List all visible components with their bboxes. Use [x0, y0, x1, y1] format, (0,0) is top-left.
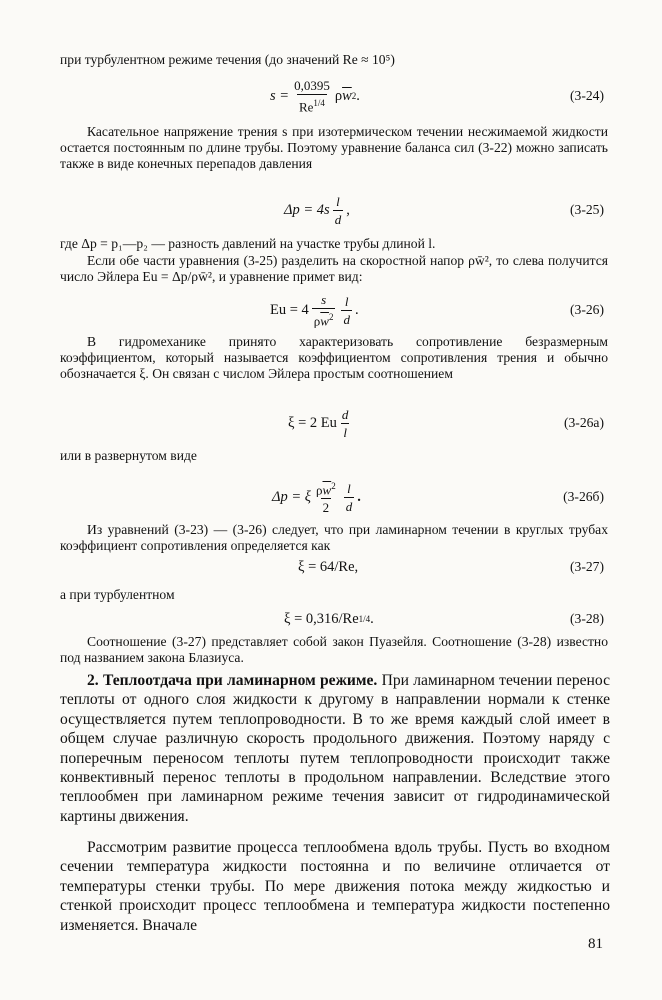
equation-3-24: s = $\frac{0,0395}{Re^{1/4}}$ ρ $\overline{w}$ 2 . (3-24)	[270, 77, 604, 115]
eq-lhs: s =	[270, 87, 290, 104]
equation-3-25: Δp = 4s $\frac{l}{d}$ , (3-25)	[0, 190, 662, 230]
paragraph-turb: а при турбулентном	[60, 587, 175, 602]
paragraph-where: где Δp = p₁—p₂ — разность давлений на участке трубы длиной l.	[60, 236, 436, 251]
equation-3-27: ξ = 64/Re, (3-27)	[0, 550, 662, 584]
fraction: $\frac{0,0395}{Re^{1/4}}$	[294, 77, 330, 115]
equation-number: (3-26)	[570, 302, 604, 317]
fraction: $\frac{l}{d}$	[345, 480, 353, 514]
equation-number: (3-28)	[570, 611, 604, 626]
fraction: $\frac{l}{d}$	[334, 193, 342, 227]
equation-number: (3-26а)	[563, 415, 604, 430]
fraction: $\frac{d}{l}$	[341, 406, 349, 440]
paragraph-tau: Касательное напряжение трения s при изотермическом течении несжимаемой жидкости остается постоянным по длине трубы. Поэтому уравнение баланса сил (3-22) можно записать также в виде конечных перепадов давления	[60, 124, 608, 172]
equation-number: (3-25)	[570, 202, 604, 217]
equation-3-28: ξ = 0,316/Re 1/4 . (3-28)	[0, 602, 662, 636]
paragraph-last: Рассмотрим развитие процесса теплообмена вдоль трубы. Пусть во входном сечении температура жидкости постоянна и по величине отличается от температуры стенки трубы. По мере движения потока между жидкостью и стенкой происходит процесс теплообмена и температура жидкости постепенно изменяется. Вначале	[60, 839, 610, 934]
page-number: 81	[588, 936, 603, 952]
paragraph-hydro: В гидромеханике принято характеризовать сопротивление безразмерным коэффициентом, который называется коэффициентом сопротивления трения и обычно обозначается ξ. Он связан с числом Эйлера простым соотношением	[60, 334, 608, 382]
paragraph-intro: при турбулентном режиме течения (до значений Re ≈ 10⁵)	[60, 52, 395, 67]
equation-number: (3-26б)	[563, 489, 604, 504]
section-2-paragraph: 2. Теплоотдача при ламинарном режиме. При ламинарном течении перенос теплоты от одного слоя жидкости к другому в направлении нормали к стенке осуществляется путем теплопроводности. В то же время каждый слой имеет в общем случае различную скорость продольного движения. Поэтому наряду с поперечным переносом теплоты путем теплопроводности происходит также конвективный перенос теплоты в продольном направлении. Вследствие этого теплообмен при ламинарном режиме течения зависит от гидродинамической картины движения.	[60, 672, 610, 825]
equation-3-26a: ξ = 2 Eu $\frac{d}{l}$ (3-26а)	[0, 403, 662, 443]
paragraph-laws: Соотношение (3-27) представляет собой закон Пуазейля. Соотношение (3-28) известно под названием закона Блазиуса.	[60, 634, 608, 666]
section-heading: 2. Теплоотдача при ламинарном режиме.	[87, 672, 378, 689]
equation-number: (3-24)	[570, 88, 604, 103]
paragraph-expanded: или в развернутом виде	[60, 448, 197, 463]
equation-number: (3-27)	[570, 559, 604, 574]
paragraph-euler: Если обе части уравнения (3-25) разделить на скоростной напор ρw̄², то слева получится число Эйлера Eu = Δp/ρw̄², и уравнение примет вид:	[60, 253, 608, 285]
paragraph-from: Из уравнений (3-23) — (3-26) следует, что при ламинарном течении в круглых трубах коэффициент сопротивления определяется как	[60, 522, 608, 554]
fraction: $\frac{l}{d}$	[343, 293, 350, 327]
equation-3-26b: Δp = ξ $\frac{\rho\overline{w}^2}{2}$ $\frac{l}{d}$ . (3-26б)	[0, 477, 662, 517]
fraction: $\frac{s}{\rho\overline{w}^2}$	[313, 291, 334, 329]
equation-3-26: Eu = 4 $\frac{s}{\rho\overline{w}^2}$ $\frac{l}{d}$ . (3-26)	[270, 291, 604, 329]
fraction: $\frac{\rho\overline{w}^2}{2}$	[316, 480, 336, 516]
